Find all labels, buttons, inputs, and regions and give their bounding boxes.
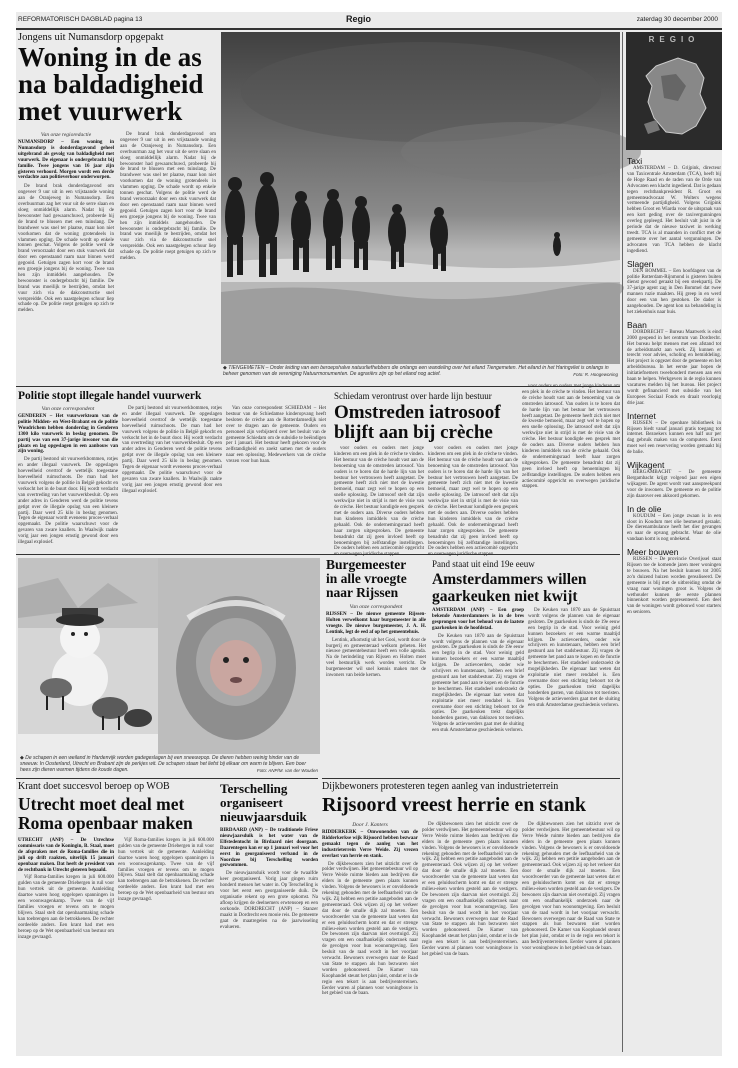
terschelling-headline xyxy=(220,782,320,824)
rule-above-snow xyxy=(16,554,620,555)
politie-col1 xyxy=(18,406,118,552)
rijsoord-lead: RIDDERKERK – Omwonenden van de Ridderkerkse wijk Rijsoord hebben bezwaar gemaakt tegen de aanleg van het industrieterrein Verre Weide. Zij vrezen overlast van herrie en stank. xyxy=(322,830,418,859)
rijsoord-kicker: Dijkbewoners protesteren tegen aanleg van industrieterrein xyxy=(322,781,559,792)
brief-taxi xyxy=(627,156,721,255)
utrecht-headline-line1: Utrecht moet deal met xyxy=(18,794,185,814)
schiedam-headline-line2: blijft aan bij crèche xyxy=(334,422,493,443)
rijsoord-headline: Rijsoord vreest herrie en stank xyxy=(322,794,587,816)
sheep-camera-icon: ◆ xyxy=(20,755,26,761)
brief-slagen-title: Slagen xyxy=(627,258,654,269)
brief-internet xyxy=(627,411,721,456)
newspaper-page xyxy=(16,12,722,1056)
brief-baan-title: Baan xyxy=(627,319,647,330)
sheep-snowman-image xyxy=(18,558,320,754)
brief-wijkagent-text: BERGAMBACHT – De gemeente Bergambacht krijgt volgend jaar een eigen wijkagent. De agent wordt vast aanspreekpunt voor de inwoners. De gemeente en de politie zijn daarover een akkoord gekomen. xyxy=(627,470,721,499)
utrecht-headline-line2: Roma openbaar maken xyxy=(18,813,193,833)
brief-wijkagent xyxy=(627,460,721,500)
amsterdam-col1 xyxy=(432,608,524,772)
numansdorp-headline-line2: na baldadigheid xyxy=(18,69,204,99)
netherlands-map-icon xyxy=(626,46,722,146)
tiengemeten-caption-text: TIENGEMETEN – Onder leiding van een beroepshalve natuurliefhebbers die onlangs een wandeling over het eiland Tiengemeten. Het eiland in het Haringvliet is onlangs in beheer genomen van de vereniging Natuurmonumenten. De agrariërs zijn op het eiland nog actief. xyxy=(223,365,609,377)
rijssen-byline: Van onze correspondent xyxy=(349,604,403,610)
politie-lead: GENDEREN – Het vuurwerkteam van de politie Midden- en West-Brabant en de politie Woudrichem hebben donderdag in Genderen 1300 kilo vuurwerk in beslag genomen. De partij was van een 37-jarige inwoner van die plaats en lag opgeslagen in een aanbouw van zijn woning. xyxy=(18,414,118,455)
amsterdam-headline-line1: Amsterdammers willen xyxy=(432,571,587,588)
amsterdam-lead: AMSTERDAM (ANP) – Een groep bekende Amsterdammers is in de bres gesprongen voor het behoud van de laatste gaarkeuken in de hoofdstad. xyxy=(432,608,524,631)
amsterdam-headline-line2: gaarkeuken niet kwijt xyxy=(432,588,578,605)
numansdorp-kicker: Jongens uit Numansdorp opgepakt xyxy=(18,32,164,43)
brief-baan xyxy=(627,320,721,407)
utrecht-col1 xyxy=(18,838,114,1052)
header-rule xyxy=(16,28,722,30)
brief-bouwen-text: RIJSSEN – De provincie Overijssel staat Rijssen toe de komende jaren meer woningen te bouwen. Na het besluit kunnen tot 2005 zo'n duizend huizen worden gerealiseerd. De gemeente is blij met de uitbreiding omdat de vraag naar woningen groot is. Volgens de wethouder kunnen de eerste plannen binnenkort worden gepresenteerd. Een deel van de woningen wordt gebouwd voor starters en senioren. xyxy=(627,557,721,616)
rijsoord-col2: De dijkbewoners zien het uitzicht over de polder verdwijnen. Het gemeentebestuur wil op Verre Weide ruimte bieden aan bedrijven die elders in de gemeente geen plaats kunnen vinden. Volgens de bewoners is er onvoldoende rekening gehouden met de leefbaarheid van de wijk. Zij hebben een petitie aangeboden aan de gemeenteraad. Ook wijzen zij op het verkeer dat door de smalle dijk zal moeten. Een woordvoerder van de gemeente laat weten dat er een geluidsscherm komt en dat er strenge milieu-eisen worden gesteld aan de vestigers. De bewoners zijn daarvan niet overtuigd. Zij vragen om een onafhankelijk onderzoek naar de gevolgen voor hun woonomgeving. Een besluit van de raad wordt in het voorjaar verwacht. Bewoners overwegen naar de Raad van State te stappen als hun bezwaren niet worden gehonoreerd. De Kamer van Koophandel steunt het plan juist, omdat er in de regio een tekort is aan bedrijventerreinen. Eerder waren al plannen voor woningbouw in het gebied van de baan. xyxy=(422,822,518,957)
rule-above-rijsoord xyxy=(322,778,620,779)
politie-col3: Van onze correspondent SCHIEDAM – Het bestuur van de Schiedamse kinderopvang heeft besloten de crèche aan de Rotterdamsedijk niet over te dragen aan de gemeente. Ouders en personeel zijn verbijsterd over het besluit van de gemeente Schiedam om de subsidie te beëindigen per 1 januari. Het bestuur heeft gekozen voor de zelfstandigheid en zoekt samen met de ouders naar een oplossing. Medewerkers van de crèche vrezen voor hun baan. xyxy=(226,406,326,465)
brief-internet-title: Internet xyxy=(627,410,656,421)
schiedam-headline-line1: Omstreden iatrosoof xyxy=(334,402,501,423)
numansdorp-col1 xyxy=(18,132,114,382)
terschelling-headline-line1: Terschelling xyxy=(220,781,288,796)
rijssen-headline-line2: in alle vroegte xyxy=(326,571,407,586)
brief-wijkagent-title: Wijkagent xyxy=(627,460,665,471)
tiengemeten-camera-icon: ◆ xyxy=(223,365,229,371)
terschelling-headline-line2: organiseert xyxy=(220,795,283,810)
terschelling-text: De nieuwjaarsduik wordt voor de twaalfde keer georganiseerd. Vorig jaar gingen ruim honderd mensen het water in. Op Terschelling is voor het eerst een georganiseerde duik. De organisatie rekent op een grote opkomst. Na afloop krijgen de deelnemers erwtensoep en een oorkonde. DORDRECHT (ANP) – Stanzer maakt in Dordrecht een mooie reis. De gemeente gaat de maatregelen na de jaarwisseling evalueren. xyxy=(220,871,319,930)
photo-sheep-snowman xyxy=(18,558,320,754)
brief-slagen xyxy=(627,259,721,316)
numansdorp-headline-line1: Woning in de as xyxy=(18,42,202,72)
sidebar-divider xyxy=(622,32,623,1052)
numansdorp-headline xyxy=(18,44,218,125)
tiengemeten-credit: Foto: R. Hoogewoning xyxy=(573,371,618,377)
schiedam-col3: voor ouders en ouders met jonge kinderen om een plek in de crèche te vinden. Het bestuur van de crèche houdt vast aan de benoeming van de omstreden iatrosoof. Van ouders is te horen dat de harde lijn van het bestuur het vertrouwen heeft aangetast. De gemeente heeft zich niet met de kwestie bemoeid, maar zegt wel te hopen op een snelle oplossing. De iatrosoof stelt dat zijn werkwijze niet in strijd is met de visie van de crèche. Het bestuur kondigde een gesprek met de ouders aan. Diverse ouders hebben hun kinderen inmiddels van de crèche gehaald. Ook de ondernemingsraad heeft haar zorgen uitgesproken. De gemeente benadrukt dat zij geen invloed heeft op benoemingen bij zelfstandige instellingen. De ouders hebben een actiecomité opgericht en overwegen juridische stappen. xyxy=(522,384,620,490)
utrecht-body: Vijf Roma-families kregen in juli 600.000 gulden van de gemeente Driebergen in ruil voor hun vertrek uit de gemeente. Aanleiding daartoe waren hoog opgelopen spanningen in een woonwagenkamp. Twee van de vijf families vroegen er tevens om te mogen blijven. Staal stelt dat openbaarmaking schade kan toebrengen aan de betrokkenen. De rechter oordeelde anders. Een krant had met een beroep op de Wet openbaarheid van bestuur om inzage gevraagd. xyxy=(18,875,114,940)
regio-panel xyxy=(626,32,722,150)
numansdorp-byline: Van onze regioredactie xyxy=(40,132,92,138)
terschelling-lead: BIRDAARD (ANP) – De traditionele Friese nieuwjaarsduik is het water van de Elfstedentocht in Birdaard niet doorgaan. Daarentegen kan er op 1 januari wel voor het eerst in georganiseerd verband in de Noordzee bij Terschelling worden gezwommen. xyxy=(220,828,318,869)
rijssen-body xyxy=(326,604,426,774)
brief-meer-bouwen xyxy=(627,547,721,616)
politie-col2: De partij bestond uit vuurwerkbommen, rotjes en ander illegaal vuurwerk. De opgeslagen hoeveelheid overtrof de wettelijk toegestane hoeveelheid ruimschoots. De man had het vuurwerk volgens de politie in België gekocht en verkocht het in de buurt door. Hij wordt verdacht van overtreding van het vuurwerkbesluit. Op een ander adres in Genderen werd de politie tevens getipt over de illegale opslag van een kleinere partij. Daar werd 25 kilo in beslag genomen. Tegen de eigenaar wordt eveneens proces-verbaal opgemaakt. De politie waarschuwt voor de gevaren van zware knallers. In Waalwijk raakte vorig jaar een jongen ernstig gewond door een illegaal explosief. xyxy=(122,406,222,494)
numansdorp-col2: De brand brak donderdagavond om ongeveer 9 uur uit in een vrijstaande woning aan de Oranjeweg in Numansdorp. Een overbuurman zag het vuur uit de serre slaan en sloeg onmiddellijk alarm. Nadat hij de bewoonster had gewaarschuwd, probeerde hij de brand te blussen met een tuinslang. De brandweer was snel ter plaatse, maar kon niet voorkomen dat de woning grotendeels in vlammen opging. De schade wordt op enkele tonnen geschat. Volgens de politie werd de brand veroorzaakt door een stuk vuurwerk dat door een openstaand raam naar binnen werd gegooid. Getuigen zagen kort voor de brand een groepje jongens bij de woning. Twee van hen zijn inmiddels aangehouden. De bewoonster is ondergebracht bij familie. De brand was moeilijk te bestrijden, omdat het vuur zich via de dakconstructie snel verspreidde. Ook een naastgelegen schuur liep schade op. De politie roept getuigen op zich te melden. xyxy=(120,132,216,262)
brief-olie-text: KOUDUM – Een jonge zwaan is in een sloot in Koudum met olie besmeurd geraakt. De dierenambulance heeft het dier gevangen en naar de opvang gebracht. Waar de olie vandaan komt is nog onbekend. xyxy=(627,513,721,543)
regio-label: REGIO xyxy=(648,35,700,44)
rijssen-headline-line1: Burgemeester xyxy=(326,557,407,572)
rijssen-headline-line3: naar Rijssen xyxy=(326,585,399,600)
terschelling-body xyxy=(220,828,318,1052)
utrecht-kicker: Krant doet succesvol beroep op WOB xyxy=(18,781,170,792)
sheep-caption-text: De schapen in een weiland in Hardenvijk worden gadegeslagen bij een sneeuwpop. De dieren hebben weinig hinder van de sneeuw. In Oosterland, Utrecht en Brabant zijn de perkjes wit. De schapen staan het liefst bij elkaar om warm te blijven. Een boer hees zijn dieren warmen tijdens de koude dagen. xyxy=(20,755,306,773)
rijssen-text: Lentink, afkomstig uit het Gooi, wordt door de burgerij en gemeenteraad welkom geheten. Het nieuwe gemeentebestuur heeft een volle agenda. Na de herindeling van Rijssen en Holten moet veel bestuurlijk werk worden verricht. De burgemeester wil snel kennis maken met de inwoners van beide kernen. xyxy=(326,637,426,679)
photo-tiengemeten-caption xyxy=(223,366,618,384)
photo-sheep-caption xyxy=(20,756,318,776)
rijsoord-byline: Door J. Kanters xyxy=(352,822,388,828)
numansdorp-body-1: De brand brak donderdagavond om ongeveer 9 uur uit in een vrijstaande woning aan de Oranjeweg in Numansdorp. Een overbuurman zag het vuur uit de serre slaan en sloeg onmiddellijk alarm. Nadat hij de bewoonster had gewaarschuwd, probeerde hij de brand te blussen met een tuinslang. De brandweer was snel ter plaatse, maar kon niet voorkomen dat de woning grotendeels in vlammen opging. De schade wordt op enkele tonnen geschat. Volgens de politie werd de brand veroorzaakt door een stuk vuurwerk dat door een openstaand raam naar binnen werd gegooid. Getuigen zagen kort voor de brand een groepje jongens bij de woning. Twee van hen zijn inmiddels aangehouden. De bewoonster is ondergebracht bij familie. De brand was moeilijk te bestrijden, omdat het vuur zich via de dakconstructie snel verspreidde. Ook een naastgelegen schuur liep schade op. De politie roept getuigen op zich te melden. xyxy=(18,184,114,314)
numansdorp-lead: NUMANSDORP – Een woning in Numansdorp is donderdagavond geheel uitgebrand als gevolg van baldadigheid met vuurwerk. De eigenaar is ondergebracht bij familie. Twee jongens van 16 jaar zijn gisteren verhoord. Morgen wordt een derde verdachte aan politieverhoor onderworpen. xyxy=(18,140,114,181)
politie-headline: Politie stopt illegale handel vuurwerk xyxy=(18,390,202,402)
tiengemeten-photo-image xyxy=(221,32,620,364)
rijssen-headline xyxy=(326,558,426,600)
sheep-credit: Foto: ANP/M. van der Wouden xyxy=(256,767,318,773)
amsterdam-body: De Keuken van 1870 aan de Spuistraat wordt volgens de plannen van de eigenaar gesloten. De gaarkeuken is sinds de 19e eeuw een begrip in de stad. Voor weinig geld kunnen bezoekers er een warme maaltijd krijgen. De actievoerders, onder wie schrijvers en kunstenaars, hebben een brief gestuurd aan het stadsbestuur. Zij vragen de gemeente het pand aan te kopen en de functie te beschermen. Het stadsdeel onderzoekt de mogelijkheden. De eigenaar laat weten dat exploitatie niet meer rendabel is. Een overname door een stichting behoort tot de opties. De gaarkeuken trekt dagelijks honderden gasten, van daklozen tot toeristen. Volgens de actievoerders gaat met de sluiting een stuk Amsterdamse geschiedenis verloren. xyxy=(432,633,524,734)
rijsoord-col1 xyxy=(322,822,418,1052)
utrecht-lead: UTRECHT (ANP) – De Utrechtse commissaris van de Koningin, B. Staal, moet de afspraken met de Roma-families die in juli op drift raakten, uiterlijk 15 januari openbaar maken. Dat heeft de president van de rechtbank in Utrecht gisteren bepaald. xyxy=(18,838,114,873)
terschelling-headline-line3: nieuwjaarsduik xyxy=(220,809,307,824)
brief-in-de-olie xyxy=(627,504,721,544)
brief-baan-text: DORDRECHT – Bureau Maatwerk is eind 2000 geopend in het centrum van Dordrecht. Het bureau helpt mensen met een afstand tot de arbeidsmarkt aan werk. Zij kunnen er terecht voor advies, scholing en bemiddeling. Het project is opgezet door de gemeente en het arbeidsbureau. In het eerste jaar hopen de initiatiefnemers tweehonderd mensen aan een baan te helpen. Werkgevers in de regio kunnen vacatures melden bij het bureau. Het project wordt gefinancierd met subsidie van het Europees Sociaal Fonds en draait voorlopig drie jaar. xyxy=(627,329,721,406)
utrecht-col2: Vijf Roma-families kregen in juli 600.000 gulden van de gemeente Driebergen in ruil voor hun vertrek uit de gemeente. Aanleiding daartoe waren hoog opgelopen spanningen in een woonwagenkamp. Twee van de vijf families vroegen er tevens om te mogen blijven. Staal stelt dat openbaarmaking schade kan toebrengen aan de betrokkenen. De rechter oordeelde anders. Een krant had met een beroep op de Wet openbaarheid van bestuur om inzage gevraagd. xyxy=(118,838,214,903)
header-left: REFORMATORISCH DAGBLAD pagina 13 xyxy=(18,16,143,23)
rijsoord-body: De dijkbewoners zien het uitzicht over de polder verdwijnen. Het gemeentebestuur wil op Verre Weide ruimte bieden aan bedrijven die elders in de gemeente geen plaats kunnen vinden. Volgens de bewoners is er onvoldoende rekening gehouden met de leefbaarheid van de wijk. Zij hebben een petitie aangeboden aan de gemeenteraad. Ook wijzen zij op het verkeer dat door de smalle dijk zal moeten. Een woordvoerder van de gemeente laat weten dat er een geluidsscherm komt en dat er strenge milieu-eisen worden gesteld aan de vestigers. De bewoners zijn daarvan niet overtuigd. Zij vragen om een onafhankelijk onderzoek naar de gevolgen voor hun woonomgeving. Een besluit van de raad wordt in het voorjaar verwacht. Bewoners overwegen naar de Raad van State te stappen als hun bezwaren niet worden gehonoreerd. De Kamer van Koophandel steunt het plan juist, omdat er in de regio een tekort is aan bedrijventerreinen. Eerder waren al plannen voor woningbouw in het gebied van de baan. xyxy=(322,861,418,997)
brief-taxi-text: AMSTERDAM – D. Grijpink, directeur van Taxicentrale Amsterdam (TCA), heeft bij de Hoge Raad en de raden van de Orde van Advocaten een klacht ingediend. Dat is gedaan tegen rechtbankpresident R. Groot en gemeenteadvocaat W. Wolters wegens vermeende partijdigheid. Volgens Grijpink hebben Groot en Wiarda voor de uitspraak van een kort geding over de taxivergunningen overleg gepleegd. Het besluit valt juist in de periode dat de nieuwe taxiwet in werking treedt. TCA is al maanden in conflict met de gemeente over het aantal vergunningen. De advocaten van TCA hebben de klacht ingediend. xyxy=(627,166,721,254)
amsterdam-headline xyxy=(432,571,622,605)
sidebar-briefs xyxy=(627,156,721,1052)
photo-tiengemeten xyxy=(221,32,620,364)
schiedam-kicker: Schiedam verontrust over harde lijn bestuur xyxy=(334,391,492,401)
brief-slagen-text: DEN BOMMEL – Een hoofdagent van de politie Rotterdam-Rijnmond is gisteren buiten dienst gewond geraakt bij een steekpartij. De 37-jarige agent zag in Den Bommel dat twee mannen ruzie maakten. Hij greep in en werd door een van hen gestoken. De dader is aangehouden. De agent kon na behandeling in het ziekenhuis naar huis. xyxy=(627,268,721,315)
brief-taxi-title: Taxi xyxy=(627,156,643,166)
rijssen-lead: RIJSSEN – De nieuwe gemeente Rijssen-Holten verwelkomt haar burgemeester in alle vroegte. De nieuwe burgemeester, J. A. H. Lentink, legt de eed af op het gemeentehuis. xyxy=(326,612,426,635)
header-right: zaterdag 30 december 2000 xyxy=(636,16,718,23)
politie-body: De partij bestond uit vuurwerkbommen, rotjes en ander illegaal vuurwerk. De opgeslagen hoeveelheid overtrof de wettelijk toegestane hoeveelheid ruimschoots. De man had het vuurwerk volgens de politie in België gekocht en verkocht het in de buurt door. Hij wordt verdacht van overtreding van het vuurwerkbesluit. Op een ander adres in Genderen werd de politie tevens getipt over de illegale opslag van een kleinere partij. Daar werd 25 kilo in beslag genomen. Tegen de eigenaar wordt eveneens proces-verbaal opgemaakt. De politie waarschuwt voor de gevaren van zware knallers. In Waalwijk raakte vorig jaar een jongen ernstig gewond door een illegaal explosief. xyxy=(18,457,118,546)
page-header xyxy=(16,12,722,28)
brief-olie-title: In de olie xyxy=(627,503,662,514)
header-center: Regio xyxy=(346,14,372,24)
brief-internet-text: RIJSSEN – De openbare bibliotheek in Rijssen biedt vanaf januari gratis toegang tot internet. Bezoekers kunnen een half uur per dag gebruik maken van de computers. Eerst moet wel een reservering worden gemaakt bij de balie. xyxy=(627,420,721,456)
rule-above-utrecht xyxy=(16,778,318,779)
numansdorp-headline-line3: met vuurwerk xyxy=(18,96,183,126)
schiedam-col2: voor ouders en ouders met jonge kinderen om een plek in de crèche te vinden. Het bestuur van de crèche houdt vast aan de benoeming van de omstreden iatrosoof. Van ouders is te horen dat de harde lijn van het bestuur het vertrouwen heeft aangetast. De gemeente heeft zich niet met de kwestie bemoeid, maar zegt wel te hopen op een snelle oplossing. De iatrosoof stelt dat zijn werkwijze niet in strijd is met de visie van de crèche. Het bestuur kondigde een gesprek met de ouders aan. Diverse ouders hebben hun kinderen inmiddels van de crèche gehaald. Ook de ondernemingsraad heeft haar zorgen uitgesproken. De gemeente benadrukt dat zij geen invloed heeft op benoemingen bij zelfstandige instellingen. De ouders hebben een actiecomité opgericht xyxy=(428,446,518,552)
amsterdam-col2: De Keuken van 1870 aan de Spuistraat wordt volgens de plannen van de eigenaar gesloten. De gaarkeuken is sinds de 19e eeuw een begrip in de stad. Voor weinig geld kunnen bezoekers er een warme maaltijd krijgen. De actievoerders, onder wie schrijvers en kunstenaars, hebben een brief gestuurd aan het stadsbestuur. Zij vragen de gemeente het pand aan te kopen en de functie te beschermen. Het stadsdeel onderzoekt de mogelijkheden. De eigenaar laat weten dat exploitatie niet meer rendabel is. Een overname door een stichting behoort tot de opties. De gaarkeuken trekt dagelijks honderden gasten, van daklozen tot toeristen. Volgens de actievoerders gaat met de sluiting een stuk Amsterdamse geschiedenis verloren. xyxy=(528,608,620,708)
rijsoord-col3: De dijkbewoners zien het uitzicht over de polder verdwijnen. Het gemeentebestuur wil op Verre Weide ruimte bieden aan bedrijven die elders in de gemeente geen plaats kunnen vinden. Volgens de bewoners is er onvoldoende rekening gehouden met de leefbaarheid van de wijk. Zij hebben een petitie aangeboden aan de gemeenteraad. Ook wijzen zij op het verkeer dat door de smalle dijk zal moeten. Een woordvoerder van de gemeente laat weten dat er een geluidsscherm komt en dat er strenge milieu-eisen worden gesteld aan de vestigers. De bewoners zijn daarvan niet overtuigd. Zij vragen om een onafhankelijk onderzoek naar de gevolgen voor hun woonomgeving. Een besluit van de raad wordt in het voorjaar verwacht. Bewoners overwegen naar de Raad van State te stappen als hun bezwaren niet worden gehonoreerd. De Kamer van Koophandel steunt het plan juist, omdat er in de regio een tekort is aan bedrijventerreinen. Eerder waren al plannen voor woningbouw in het gebied van de baan. xyxy=(522,822,620,952)
politie-byline: Van onze correspondent xyxy=(41,406,95,412)
amsterdam-kicker: Pand staat uit eind 19e eeuw xyxy=(432,559,535,569)
brief-bouwen-title: Meer bouwen xyxy=(627,547,679,558)
utrecht-headline xyxy=(18,795,228,833)
schiedam-col1: voor ouders en ouders met jonge kinderen om een plek in de crèche te vinden. Het bestuur van de crèche houdt vast aan de benoeming van de omstreden iatrosoof. Van ouders is te horen dat de harde lijn van het bestuur het vertrouwen heeft aangetast. De gemeente heeft zich niet met de kwestie bemoeid, maar zegt wel te hopen op een snelle oplossing. De iatrosoof stelt dat zijn werkwijze niet in strijd is met de visie van de crèche. Het bestuur kondigde een gesprek met de ouders aan. Diverse ouders hebben hun kinderen inmiddels van de crèche gehaald. Ook de ondernemingsraad heeft haar zorgen uitgesproken. De gemeente benadrukt dat zij geen invloed heeft op benoemingen bij zelfstandige instellingen. De ouders hebben een actiecomité opgericht xyxy=(334,446,424,552)
